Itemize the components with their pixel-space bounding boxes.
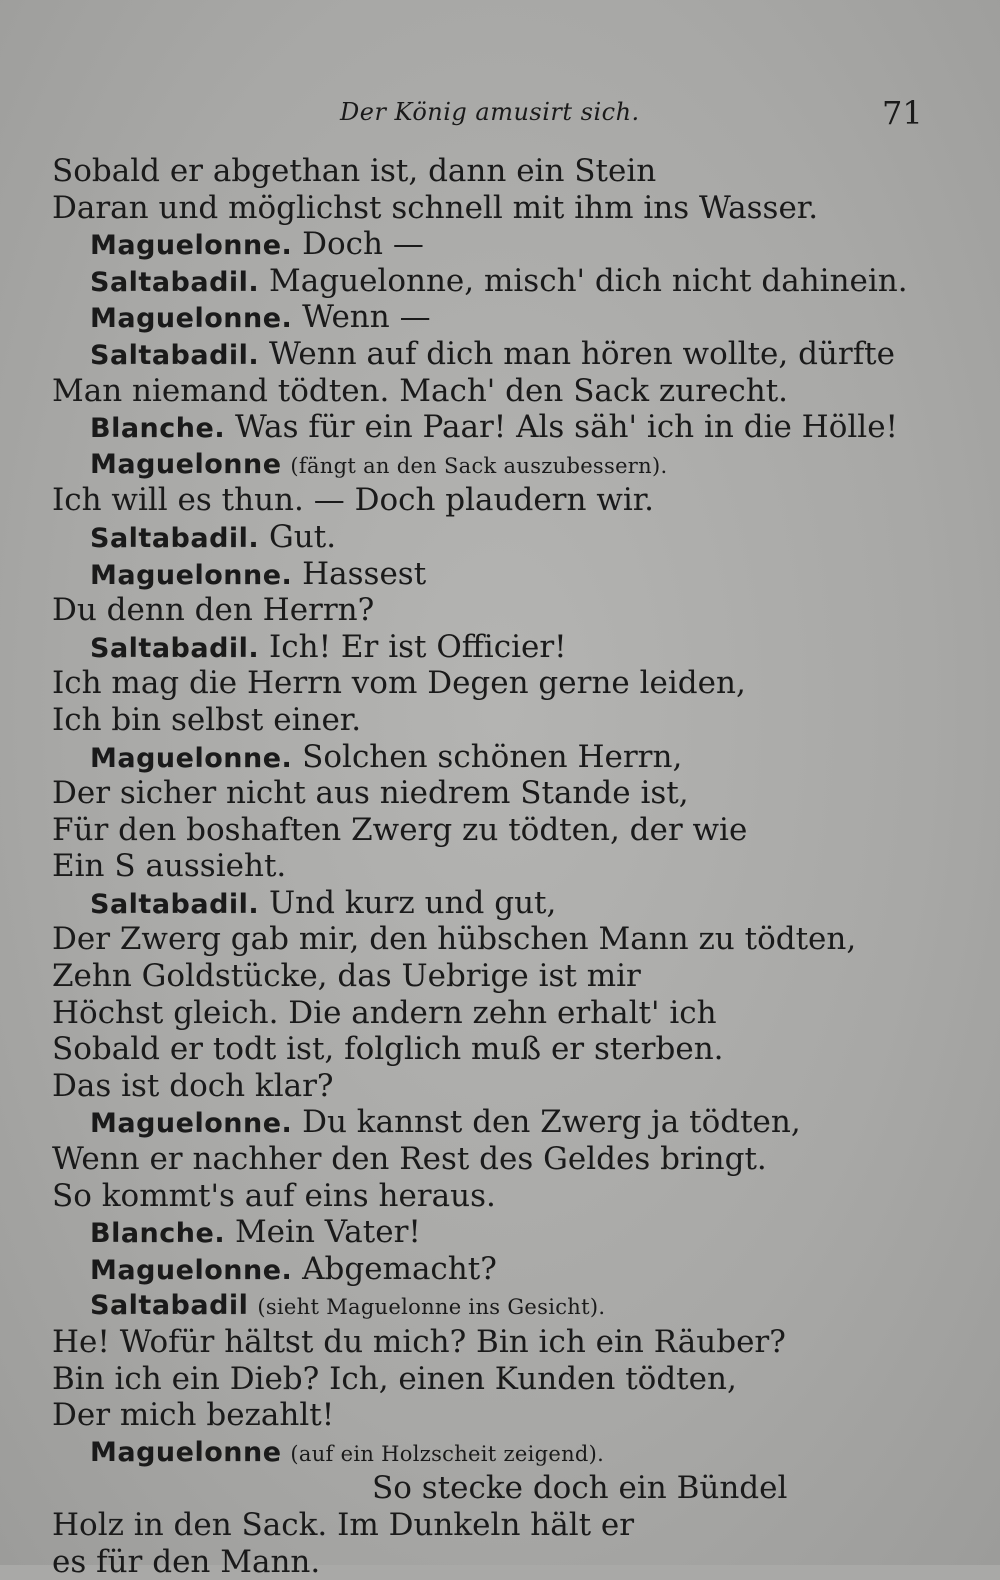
line-text: Sobald er abgethan ist, dann ein Stein <box>52 153 657 189</box>
verse-line <box>52 190 952 227</box>
line-text: Man niemand tödten. Mach' den Sack zurecht. <box>52 372 789 409</box>
speaker-name: Saltabadil. <box>90 339 260 371</box>
line-text: Daran und möglichst schnell mit ihm ins Wasser. <box>52 189 819 226</box>
page-header <box>0 88 1000 138</box>
speaker-name: Maguelonne. <box>90 559 293 591</box>
verse-line <box>52 995 952 1032</box>
line-text: Der sicher nicht aus niedrem Stande ist, <box>52 775 689 812</box>
line-text: So stecke doch ein Bündel <box>372 1470 788 1507</box>
line-text: Ich mag die Herrn vom Degen gerne leiden, <box>52 665 746 702</box>
speaker-name: Maguelonne. <box>90 1254 293 1286</box>
speech-line <box>52 519 952 556</box>
stage-direction: (fängt an den Sack auszubessern). <box>290 453 668 478</box>
speaker-name: Blanche. <box>90 1218 226 1250</box>
line-text: Wenn auf dich man hören wollte, dürfte <box>269 335 895 372</box>
speaker-name: Maguelonne. <box>90 230 293 262</box>
speech-line <box>52 629 952 666</box>
verse-line <box>52 775 952 812</box>
play-text <box>52 153 952 1580</box>
line-text: Gut. <box>269 518 337 555</box>
line-text: Zehn Goldstücke, das Uebrige ist mir <box>52 958 641 995</box>
verse-line <box>52 812 952 849</box>
verse-line <box>52 153 952 190</box>
verse-line <box>52 373 952 410</box>
line-text: Und kurz und gut, <box>269 884 557 921</box>
page-number: 71 <box>882 94 923 132</box>
speaker-name: Maguelonne <box>90 448 282 480</box>
line-text: Maguelonne, misch' dich nicht dahinein. <box>269 262 908 299</box>
line-text: Doch — <box>302 226 424 263</box>
verse-line <box>52 1544 952 1580</box>
verse-line <box>52 1397 952 1434</box>
verse-line <box>52 958 952 995</box>
running-title: Der König amusirt sich. <box>340 98 640 126</box>
line-text: Ich! Er ist Officier! <box>269 628 567 665</box>
speech-line <box>52 336 952 373</box>
speaker-name: Blanche. <box>90 413 226 445</box>
verse-line <box>52 665 952 702</box>
stage-direction-line <box>52 446 952 483</box>
stage-direction-line <box>52 1434 952 1471</box>
line-text: Wenn — <box>302 299 431 336</box>
speaker-name: Saltabadil. <box>90 632 260 664</box>
verse-line <box>52 1178 952 1215</box>
speaker-name: Maguelonne. <box>90 742 293 774</box>
verse-line <box>52 702 952 739</box>
verse-line <box>52 848 952 885</box>
line-text: Holz in den Sack. Im Dunkeln hält er <box>52 1506 635 1543</box>
speech-line <box>52 885 952 922</box>
line-text: Du denn den Herrn? <box>52 592 375 629</box>
speech-line <box>52 299 952 336</box>
line-text: Abgemacht? <box>302 1250 497 1287</box>
line-text: Ich will es thun. — Doch plaudern wir. <box>52 482 655 519</box>
verse-line <box>52 1141 952 1178</box>
stage-direction: (sieht Maguelonne ins Gesicht). <box>257 1295 606 1320</box>
line-text: Der mich bezahlt! <box>52 1397 335 1434</box>
speech-line <box>52 226 952 263</box>
verse-line <box>52 921 952 958</box>
line-text: Das ist doch klar? <box>52 1067 334 1104</box>
speaker-name: Saltabadil. <box>90 888 260 920</box>
speaker-name: Saltabadil. <box>90 266 260 298</box>
verse-line <box>52 1068 952 1105</box>
speaker-name: Maguelonne. <box>90 303 293 335</box>
verse-line <box>52 1324 952 1361</box>
speech-line <box>52 1104 952 1141</box>
speech-line <box>52 556 952 593</box>
line-text: Hassest <box>302 555 427 592</box>
speaker-name: Saltabadil. <box>90 522 260 554</box>
line-text: Für den boshaften Zwerg zu tödten, der wie <box>52 811 748 848</box>
line-text: Höchst gleich. Die andern zehn erhalt' ich <box>52 994 717 1031</box>
verse-line <box>52 592 952 629</box>
speech-line <box>52 1251 952 1288</box>
verse-line <box>52 482 952 519</box>
speaker-name: Saltabadil <box>90 1290 249 1322</box>
speaker-name: Maguelonne. <box>90 1108 293 1140</box>
line-text: Was für ein Paar! Als säh' ich in die Hölle! <box>234 409 899 446</box>
line-text: Mein Vater! <box>234 1214 421 1251</box>
line-text: es für den Mann. <box>52 1543 321 1580</box>
speech-line <box>52 739 952 776</box>
speaker-name: Maguelonne <box>90 1436 282 1468</box>
line-text: Du kannst den Zwerg ja tödten, <box>302 1104 801 1141</box>
speech-line <box>52 409 952 446</box>
verse-line-continued <box>52 1470 952 1507</box>
line-text: He! Wofür hältst du mich? Bin ich ein Räuber? <box>52 1324 786 1360</box>
line-text: Ich bin selbst einer. <box>52 701 362 738</box>
line-text: Ein S aussieht. <box>52 848 287 885</box>
stage-direction-line <box>52 1287 952 1324</box>
stage-direction: (auf ein Holzscheit zeigend). <box>290 1441 605 1466</box>
line-text: Wenn er nachher den Rest des Geldes bringt. <box>52 1141 767 1178</box>
verse-line <box>52 1361 952 1398</box>
line-text: Solchen schönen Herrn, <box>302 738 683 775</box>
line-text: Der Zwerg gab mir, den hübschen Mann zu tödten, <box>52 921 857 958</box>
speech-line <box>52 263 952 300</box>
verse-line <box>52 1507 952 1544</box>
line-text: Sobald er todt ist, folglich muß er sterben. <box>52 1031 724 1068</box>
line-text: So kommt's auf eins heraus. <box>52 1177 496 1214</box>
verse-line <box>52 1031 952 1068</box>
speech-line <box>52 1214 952 1251</box>
line-text: Bin ich ein Dieb? Ich, einen Kunden tödten, <box>52 1360 737 1397</box>
